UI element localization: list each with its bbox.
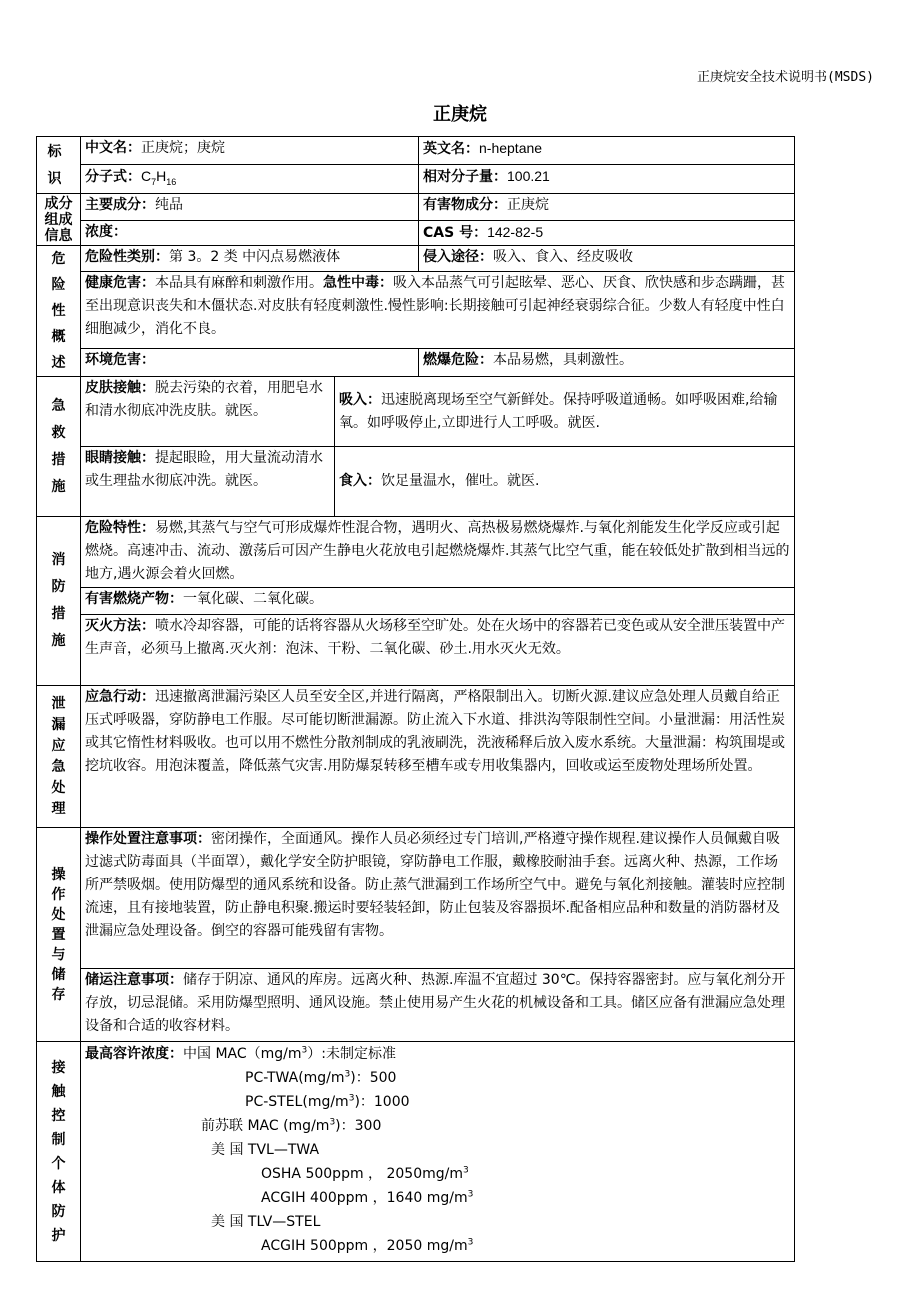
formula-label: 分子式： (85, 168, 141, 185)
chinese-name-cell (81, 137, 419, 165)
acgih-stel-line: ACGIH 500ppm ，2050 $mg/m^3$ (261, 1237, 474, 1254)
storage-label: 储运注意事项： (85, 972, 183, 988)
entry-route-label: 侵入途径： (423, 249, 493, 265)
environment-hazard-cell (81, 348, 419, 376)
exposure-limits-cell (81, 1042, 795, 1262)
english-name-cell (419, 137, 795, 165)
mac-label: 最高容许浓度： (85, 1046, 183, 1062)
category-exposure: 接触控制个体防护 (37, 1042, 81, 1262)
molecular-weight-cell (419, 164, 795, 193)
operation-label: 操作处置注意事项： (85, 831, 211, 847)
category-hazard: 危险性概述 (37, 246, 81, 377)
chinese-name-label: 中文名： (85, 140, 141, 156)
acgih-twa-line: ACGIH 400ppm ，1640 $mg/m^3$ (261, 1189, 474, 1206)
main-component-value: 纯品 (155, 197, 183, 213)
extinguishing-cell (81, 615, 795, 686)
operation-value: 密闭操作，全面通风。操作人员必须经过专门培训,严格遵守操作规程.建议操作人员佩戴自吸过滤式防毒面具（半面罩），戴化学安全防护眼镜，穿防静电工作服，戴橡胶耐油手套。远离火种、热源，工作场所严禁吸烟。使用防爆型的通风系统和设备。防止蒸气泄漏到工作场所空气中。避免与氧化剂接触。灌装时应控制流速，且有接地装置，防止静电积聚.搬运时要轻装轻卸，防止包装及容器损坏.配备相应品种和数量的消防器材及泄漏应急处理设备。倒空的容器可能残留有害物。 (85, 831, 785, 939)
skin-contact-cell (81, 377, 335, 447)
osha-line: OSHA 500ppm ， $2050mg/m^3$ (261, 1165, 469, 1182)
emergency-action-value: 迅速撤离泄漏污染区人员至安全区,并进行隔离，严格限制出入。切断火源.建议应急处理人员戴自给正压式呼吸器，穿防静电工作服。尽可能切断泄漏源。防止流入下水道、排洪沟等限制性空间。小量泄漏：用活性炭或其它惰性材料吸收。也可以用不燃性分散剂制成的乳液刷洗，洗液稀释后放入废水系统。大量泄漏：构筑围堤或挖坑收容。用泡沫覆盖，降低蒸气灾害.用防爆泵转移至槽车或专用收集器内，回收或运至废物处理场所处置。 (85, 689, 785, 774)
skin-contact-value: 脱去污染的衣着，用肥皂水和清水彻底冲洗皮肤。就医。 (85, 380, 323, 419)
explosion-hazard-value: 本品易燃，具刺激性。 (493, 351, 633, 368)
concentration-cell (81, 221, 419, 246)
formula-cell (81, 164, 419, 193)
eye-contact-label: 眼睛接触： (85, 450, 155, 466)
extinguishing-value: 喷水冷却容器，可能的话将容器从火场移至空旷处。处在火场中的容器若已变色或从安全泄压装置中产生声音，必须马上撤离.灭火剂：泡沫、干粉、二氧化碳、砂土.用水灭火无效。 (85, 618, 785, 657)
cas-value: 142-82-5 (487, 224, 544, 240)
hazard-characteristics-label: 危险特性： (85, 520, 155, 536)
explosion-hazard-label: 燃爆危险： (423, 351, 493, 368)
inhalation-value: 迅速脱离现场至空气新鲜处。保持呼吸道通畅。如呼吸困难,给输氧。如呼吸停止,立即进行人工呼吸。就医. (339, 391, 778, 431)
category-handling: 操作处置与储存 (37, 828, 81, 1042)
category-leak: 泄漏应急处理 (37, 686, 81, 828)
health-hazard-cell (81, 271, 795, 348)
english-name-value: n-heptane (479, 140, 543, 156)
acute-poisoning-value: 吸入本品蒸气可引起眩晕、恶心、厌食、欣快感和步态蹒跚，甚至出现意识丧失和木僵状态.对皮肤有轻度刺激性.慢性影响:长期接触可引起神经衰弱综合征。少数人有轻度中性白细胞减少，消化不良。 (85, 274, 785, 337)
hazard-characteristics-value: 易燃,其蒸气与空气可形成爆炸性混合物，遇明火、高热极易燃烧爆炸.与氧化剂能发生化学反应或引起燃烧。高速冲击、流动、激荡后可因产生静电火花放电引起燃烧爆炸.其蒸气比空气重，能在较低处扩散到相当远的地方,遇火源会着火回燃。 (85, 520, 790, 582)
environment-hazard-label: 环境危害： (85, 351, 155, 368)
entry-route-value: 吸入、食入、经皮吸收 (493, 249, 633, 265)
molecular-weight-value: 100.21 (507, 167, 550, 184)
health-hazard-label: 健康危害： (85, 274, 155, 291)
molecular-weight-label: 相对分子量： (423, 168, 507, 185)
harmful-component-value: 正庚烷 (507, 197, 549, 213)
category-identification: 标识 (37, 137, 81, 194)
skin-contact-label: 皮肤接触： (85, 380, 155, 396)
hazard-characteristics-cell (81, 517, 795, 588)
acute-poisoning-label: 急性中毒： (323, 274, 393, 291)
main-component-cell (81, 194, 419, 221)
eye-contact-cell (81, 447, 335, 517)
ingestion-value: 饮足量温水，催吐。就医. (381, 473, 540, 489)
hazard-class-label: 危险性类别： (85, 249, 169, 265)
mac-line: 最高容许浓度：中国 $MAC(mg/m^3)$:未制定标准 (85, 1045, 396, 1062)
combustion-products-value: 一氧化碳、二氧化碳。 (183, 591, 323, 607)
ingestion-label: 食入： (339, 473, 381, 489)
harmful-component-label: 有害物成分： (423, 197, 507, 213)
page-title: 正庚烷 (433, 104, 487, 125)
ussr-mac-line: 前苏联 MAC $(mg/m^3)$：300 (201, 1117, 382, 1134)
emergency-action-cell (81, 686, 795, 828)
combustion-products-label: 有害燃烧产物： (85, 591, 183, 607)
us-tlv-stel-line: 美 国 TLV—STEL (211, 1214, 321, 1230)
english-name-label: 英文名： (423, 141, 479, 157)
formula-value: $C_7H_{16}$ (141, 167, 177, 187)
document-header: 正庚烷安全技术说明书(MSDS) (697, 70, 874, 85)
combustion-products-cell (81, 588, 795, 615)
entry-route-cell (419, 246, 795, 272)
hazard-class-cell (81, 246, 419, 272)
inhalation-label: 吸入： (339, 391, 381, 408)
pc-twa-line: $PC-TWA(mg/m^3)$：500 (245, 1069, 397, 1086)
category-composition: 成分组成信息 (37, 194, 81, 246)
inhalation-cell (335, 377, 795, 447)
extinguishing-label: 灭火方法： (85, 618, 155, 634)
chinese-name-value: 正庚烷；庚烷 (141, 140, 225, 156)
operation-cell (81, 828, 795, 969)
pc-stel-line: $PC-STEL(mg/m^3)$：1000 (245, 1093, 410, 1110)
harmful-component-cell (419, 194, 795, 221)
us-tvl-twa-line: 美 国 TVL—TWA (211, 1142, 320, 1158)
emergency-action-label: 应急行动： (85, 689, 155, 705)
storage-cell (81, 969, 795, 1042)
main-component-label: 主要成分： (85, 197, 155, 213)
cas-label: CAS 号： (423, 225, 488, 241)
hazard-class-value: 第 3。2 类 中闪点易燃液体 (169, 249, 341, 265)
cas-cell (419, 221, 795, 246)
category-fire: 消防措施 (37, 517, 81, 686)
storage-value: 储存于阴凉、通风的库房。远离火种、热源.库温不宜超过 30℃。保持容器密封。应与氧化剂分开存放，切忌混储。采用防爆型照明、通风设施。禁止使用易产生火花的机械设备和工具。储区应备有泄漏应急处理设备和合适的收容材料。 (85, 972, 786, 1034)
explosion-hazard-cell (419, 348, 795, 376)
eye-contact-value: 提起眼睑，用大量流动清水或生理盐水彻底冲洗。就医。 (85, 450, 323, 489)
ingestion-cell (335, 447, 795, 517)
category-first-aid: 急救措施 (37, 377, 81, 517)
health-hazard-value: 本品具有麻醉和刺激作用。 (155, 274, 323, 291)
concentration-label: 浓度： (85, 224, 127, 240)
msds-table (36, 136, 795, 1262)
